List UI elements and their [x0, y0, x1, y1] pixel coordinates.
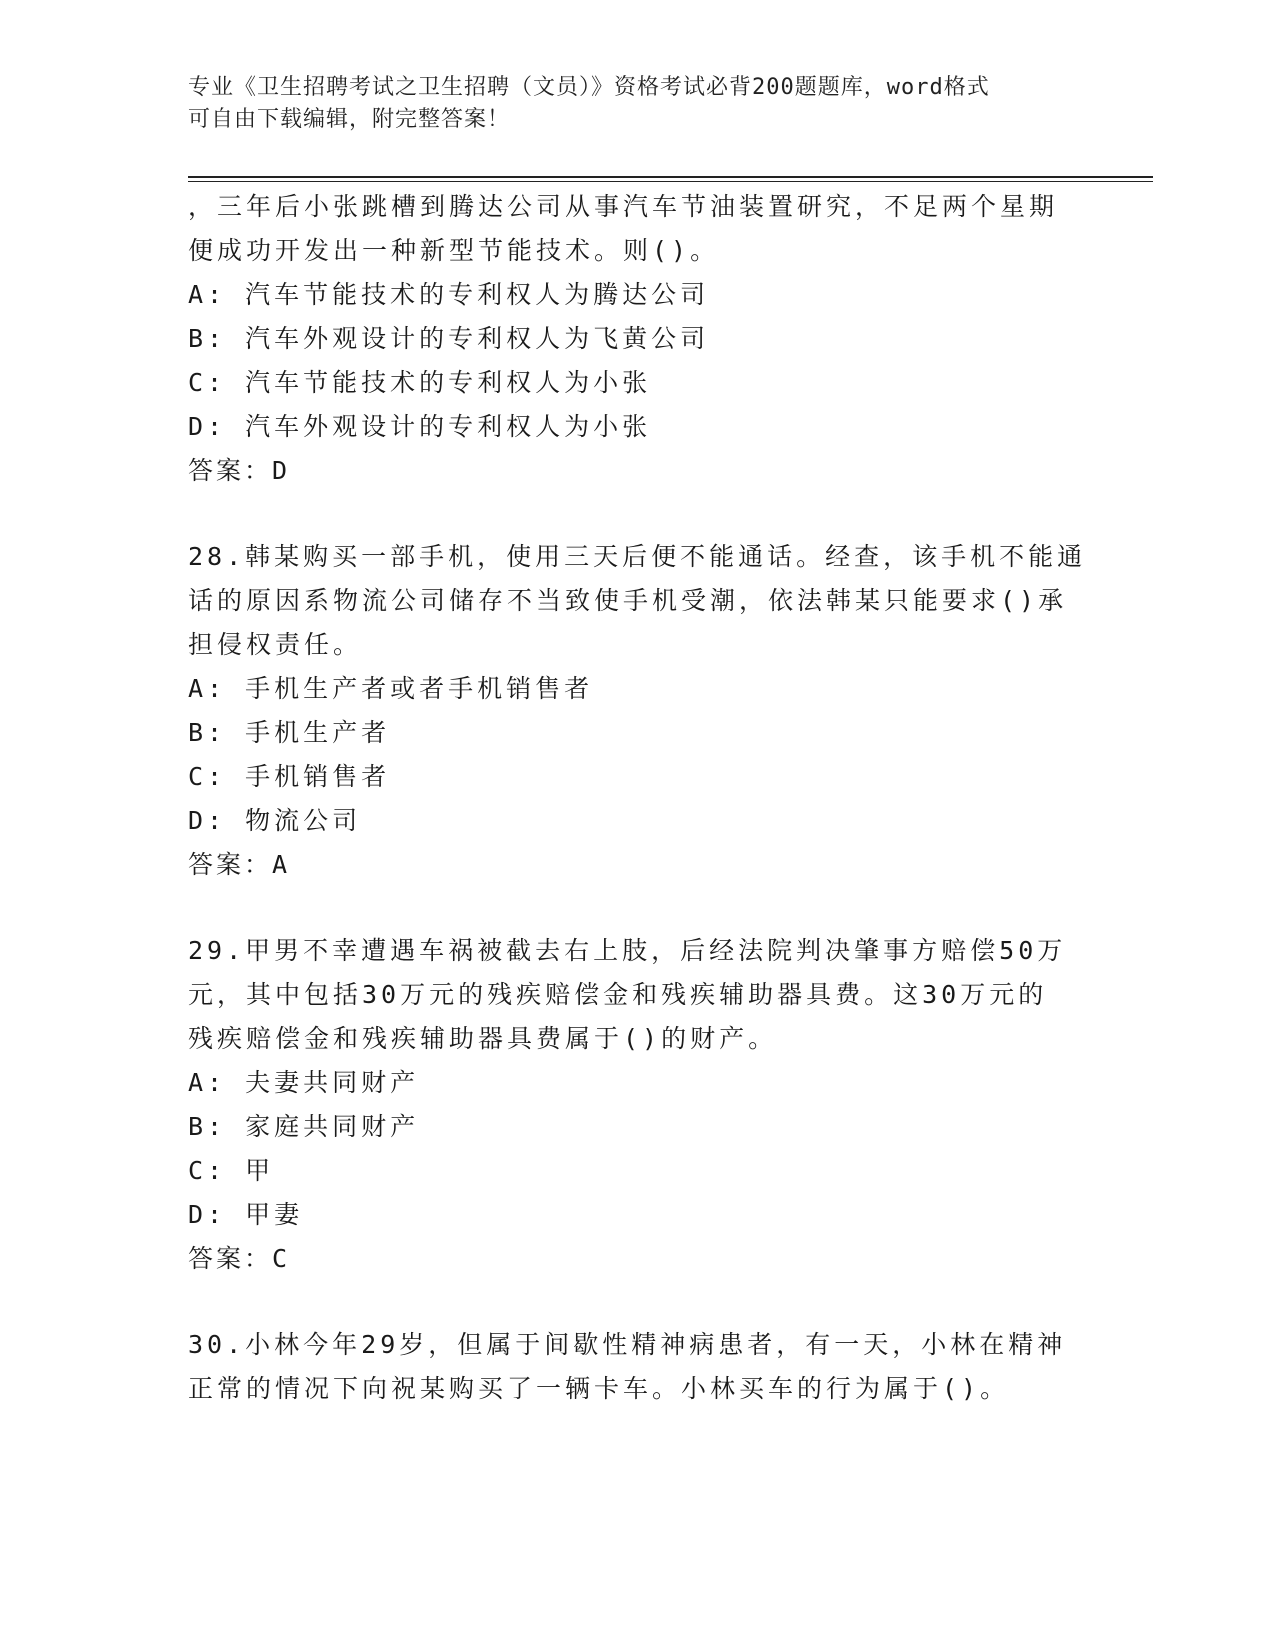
header-title-line-1: 专业《卫生招聘考试之卫生招聘（文员）》资格考试必背200题题库，word格式 — [188, 75, 990, 100]
q28-stem-line-2: 话的原因系物流公司储存不当致使手机受潮，依法韩某只能要求()承 — [188, 586, 1068, 615]
header-divider-thick — [188, 176, 1153, 178]
q27-option-b: B: 汽车外观设计的专利权人为飞黄公司 — [188, 324, 710, 353]
q29-option-b: B: 家庭共同财产 — [188, 1112, 420, 1141]
q28-stem-line-3: 担侵权责任。 — [188, 630, 363, 659]
q28-option-d: D: 物流公司 — [188, 806, 362, 835]
q29-stem-line-1: 29.甲男不幸遭遇车祸被截去右上肢，后经法院判决肇事方赔偿50万 — [188, 936, 1067, 965]
q28-answer: 答案：A — [188, 850, 291, 879]
q28-stem-line-1: 28.韩某购买一部手机，使用三天后便不能通话。经查，该手机不能通 — [188, 542, 1087, 571]
q27-stem-line-1: ，三年后小张跳槽到腾达公司从事汽车节油装置研究，不足两个星期 — [188, 192, 1059, 221]
q29-option-d: D: 甲妻 — [188, 1200, 304, 1229]
q27-option-a: A: 汽车节能技术的专利权人为腾达公司 — [188, 280, 710, 309]
q29-answer: 答案：C — [188, 1244, 291, 1273]
q29-option-a: A: 夫妻共同财产 — [188, 1068, 420, 1097]
q28-option-b: B: 手机生产者 — [188, 718, 391, 747]
q27-answer: 答案：D — [188, 456, 291, 485]
q29-option-c: C: 甲 — [188, 1156, 275, 1185]
q29-stem-line-3: 残疾赔偿金和残疾辅助器具费属于()的财产。 — [188, 1024, 778, 1053]
q30-stem-line-2: 正常的情况下向祝某购买了一辆卡车。小林买车的行为属于()。 — [188, 1374, 1010, 1403]
q30-stem-line-1: 30.小林今年29岁，但属于间歇性精神病患者，有一天，小林在精神 — [188, 1330, 1067, 1359]
q27-stem-line-2: 便成功开发出一种新型节能技术。则()。 — [188, 236, 720, 265]
header-divider-thin — [188, 181, 1153, 182]
q28-option-a: A: 手机生产者或者手机销售者 — [188, 674, 594, 703]
q27-option-c: C: 汽车节能技术的专利权人为小张 — [188, 368, 652, 397]
header-title-line-2: 可自由下载编辑，附完整答案！ — [188, 107, 511, 132]
q27-option-d: D: 汽车外观设计的专利权人为小张 — [188, 412, 652, 441]
q29-stem-line-2: 元，其中包括30万元的残疾赔偿金和残疾辅助器具费。这30万元的 — [188, 980, 1048, 1009]
document-header — [188, 72, 1088, 136]
q28-option-c: C: 手机销售者 — [188, 762, 391, 791]
